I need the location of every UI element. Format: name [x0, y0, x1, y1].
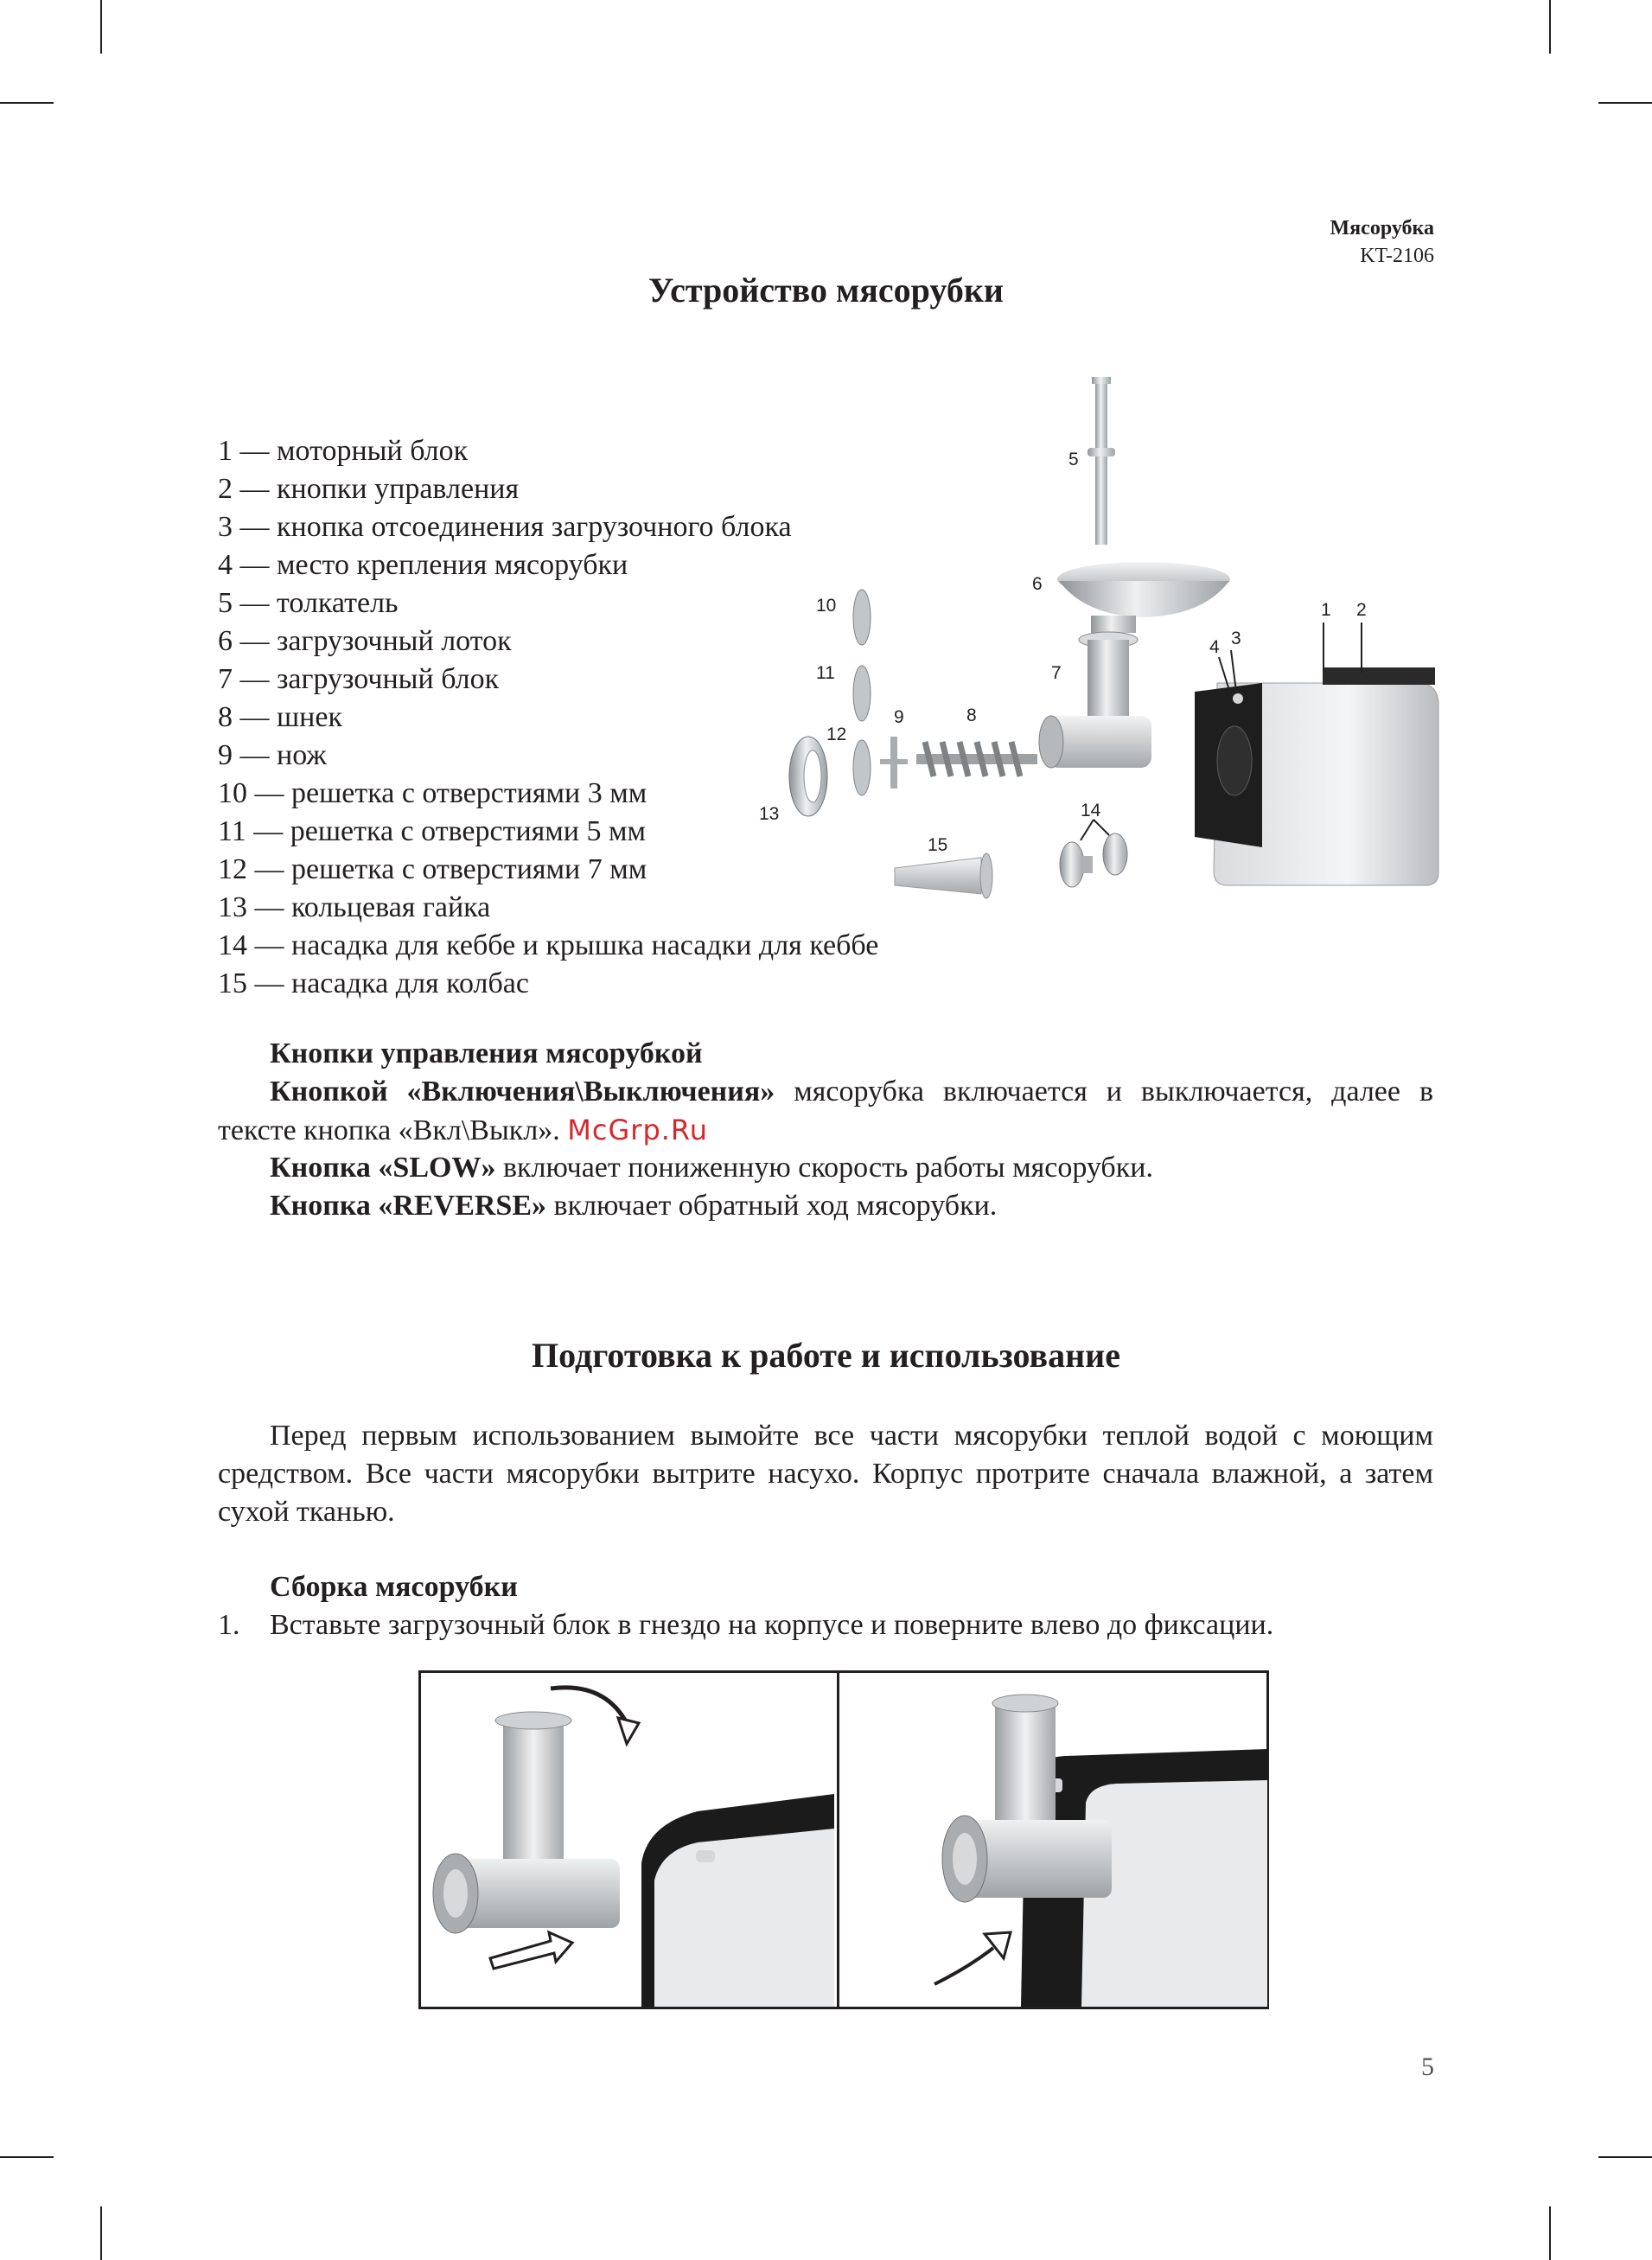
motor-body-part	[1195, 667, 1438, 885]
crop-mark	[1598, 102, 1652, 104]
tray-part	[1057, 562, 1230, 633]
step-text: Вставьте загрузочный блок в гнездо на корпусе и поверните влево до фиксации.	[270, 1609, 1274, 1641]
exploded-diagram	[752, 363, 1444, 934]
crop-mark	[0, 102, 54, 104]
list-item: 2 — кнопки управления	[218, 473, 520, 505]
onoff-description: мясорубка включается и выключается, далее в тексте кнопка «Вкл\Выкл».	[218, 1076, 1433, 1146]
assembly-photo-after	[839, 1673, 1267, 2007]
assembly-photo-before	[421, 1673, 834, 2007]
section-title-device: Устройство мясорубки	[648, 271, 1004, 310]
preparation-intro: Перед первым использованием вымойте все части мясорубки теплой водой с моющим средством. Все части мясорубки вытрите насухо. Корпус протрите сначала влажной, а затем сухой тканью.	[218, 1420, 1433, 1528]
crop-mark	[1598, 2156, 1652, 2158]
label-8: 8	[966, 705, 977, 725]
step-number: 1.	[218, 1609, 240, 1641]
label-15: 15	[928, 835, 948, 855]
list-item: 5 — толкатель	[218, 587, 399, 619]
label-7: 7	[1051, 663, 1062, 683]
section-title-preparation: Подготовка к работе и использование	[532, 1336, 1120, 1375]
list-item: 4 — место крепления мясорубки	[218, 549, 628, 581]
list-item: 10 — решетка с отверстиями 3 мм	[218, 777, 647, 809]
watermark: McGrp.Ru	[567, 1114, 708, 1146]
label-10: 10	[816, 596, 837, 616]
header-title: Мясорубка	[1330, 217, 1434, 239]
list-item: 14 — насадка для кеббе и крышка насадки для кеббе	[218, 929, 879, 961]
label-13: 13	[759, 804, 780, 824]
reverse-button-name: Кнопка «REVERSE»	[270, 1190, 547, 1222]
feed-tube-part	[1039, 632, 1151, 768]
running-header	[1330, 214, 1434, 270]
controls-onoff-paragraph	[218, 1073, 1433, 1150]
label-1: 1	[1321, 600, 1331, 620]
header-model: KT-2106	[1360, 245, 1434, 267]
label-4: 4	[1209, 637, 1220, 657]
list-item: 15 — насадка для колбас	[218, 967, 529, 999]
ring-nut-part	[789, 737, 827, 816]
onoff-button-name: Кнопкой «Включения\Выключения»	[270, 1076, 775, 1108]
page-number: 5	[1421, 2053, 1434, 2081]
label-2: 2	[1356, 600, 1367, 620]
list-item: 7 — загрузочный блок	[218, 663, 500, 695]
crop-mark	[100, 0, 102, 54]
crop-mark	[100, 2206, 102, 2260]
label-3: 3	[1231, 629, 1241, 648]
assembly-step-1	[218, 1606, 1433, 1644]
list-item: 9 — нож	[218, 739, 327, 771]
crop-mark	[1549, 0, 1551, 54]
label-14: 14	[1081, 801, 1101, 820]
label-6: 6	[1032, 574, 1043, 594]
list-item: 11 — решетка с отверстиями 5 мм	[218, 815, 647, 847]
blade-part	[880, 737, 908, 788]
kebbe-nozzle-part	[1060, 833, 1127, 887]
slow-button-name: Кнопка «SLOW»	[270, 1152, 496, 1184]
crop-mark	[0, 2156, 54, 2158]
label-5: 5	[1068, 450, 1079, 469]
controls-slow-paragraph	[218, 1149, 1433, 1187]
slow-description: включает пониженную скорость работы мясорубки.	[495, 1152, 1153, 1184]
list-item: 3 — кнопка отсоединения загрузочного блока	[218, 511, 792, 543]
controls-heading: Кнопки управления мясорубкой	[270, 1037, 703, 1069]
list-item: 12 — решетка с отверстиями 7 мм	[218, 853, 647, 885]
list-item: 1 — моторный блок	[218, 435, 469, 467]
label-12: 12	[826, 725, 847, 744]
list-item: 8 — шнек	[218, 701, 342, 733]
list-item: 13 — кольцевая гайка	[218, 891, 491, 923]
list-item: 6 — загрузочный лоток	[218, 625, 512, 657]
assembly-photos	[418, 1670, 1269, 2009]
assembly-heading: Сборка мясорубки	[270, 1571, 518, 1603]
grid-plates	[853, 590, 871, 795]
controls-reverse-paragraph	[218, 1187, 1433, 1225]
label-11: 11	[816, 663, 835, 683]
label-9: 9	[894, 707, 904, 727]
auger-part	[916, 742, 1037, 776]
sausage-nozzle-part	[895, 853, 992, 898]
crop-mark	[1549, 2206, 1551, 2260]
pusher-part	[1088, 377, 1115, 545]
reverse-description: включает обратный ход мясорубки.	[546, 1190, 998, 1222]
